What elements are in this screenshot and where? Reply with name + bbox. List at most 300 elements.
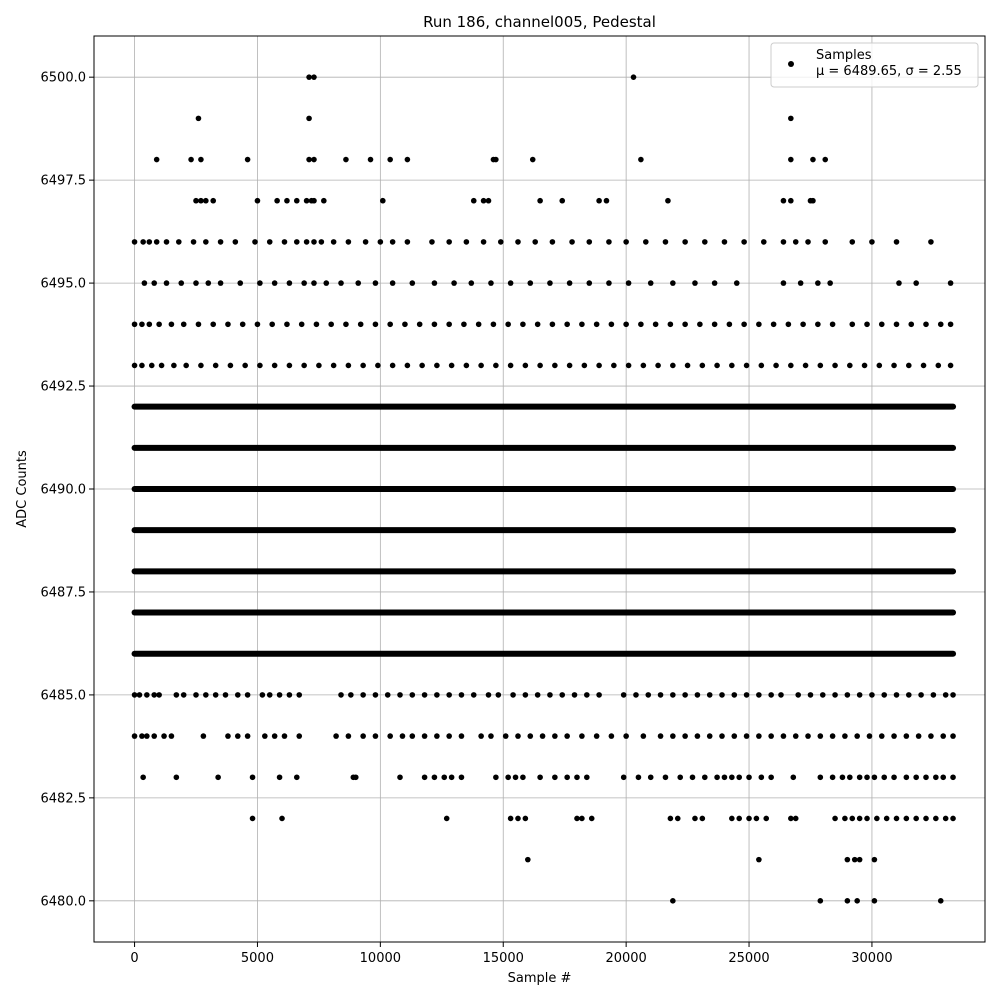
data-point xyxy=(849,239,855,245)
data-point xyxy=(304,198,310,204)
data-point xyxy=(333,733,339,739)
data-point xyxy=(756,321,762,327)
data-point xyxy=(355,280,361,286)
data-point xyxy=(178,280,184,286)
data-point xyxy=(183,363,189,369)
data-point xyxy=(719,692,725,698)
data-point xyxy=(815,321,821,327)
data-point xyxy=(638,157,644,163)
data-point xyxy=(250,816,256,822)
data-point xyxy=(567,280,573,286)
data-point xyxy=(240,321,246,327)
data-point xyxy=(193,198,199,204)
data-point xyxy=(950,733,956,739)
data-point xyxy=(338,280,344,286)
data-point xyxy=(385,692,391,698)
data-point xyxy=(559,692,565,698)
data-point xyxy=(894,816,900,822)
data-point xyxy=(515,239,521,245)
data-point xyxy=(754,816,760,822)
data-point xyxy=(626,280,632,286)
y-axis-label: ADC Counts xyxy=(15,450,30,528)
data-point xyxy=(147,321,153,327)
data-point xyxy=(685,363,691,369)
data-point xyxy=(132,363,138,369)
data-point xyxy=(245,692,251,698)
data-point xyxy=(193,692,199,698)
data-point xyxy=(579,816,585,822)
data-point xyxy=(756,733,762,739)
data-point xyxy=(306,116,312,122)
data-point xyxy=(508,363,514,369)
data-point xyxy=(459,692,465,698)
data-point xyxy=(741,239,747,245)
y-tick-label: 6490.0 xyxy=(40,482,86,498)
data-point xyxy=(931,692,937,698)
data-point xyxy=(572,692,578,698)
data-point xyxy=(594,321,600,327)
data-point xyxy=(363,239,369,245)
data-point xyxy=(849,321,855,327)
data-point xyxy=(296,692,302,698)
data-point xyxy=(373,692,379,698)
data-point xyxy=(815,280,821,286)
data-point xyxy=(422,733,428,739)
data-point xyxy=(132,239,138,245)
data-point xyxy=(638,321,644,327)
data-point xyxy=(537,363,543,369)
data-point xyxy=(196,321,202,327)
data-point xyxy=(311,74,317,80)
data-point xyxy=(422,692,428,698)
data-point xyxy=(210,321,216,327)
data-point xyxy=(446,733,452,739)
data-point xyxy=(294,774,300,780)
data-point xyxy=(164,239,170,245)
x-tick-label: 15000 xyxy=(482,951,524,966)
data-point xyxy=(643,239,649,245)
data-point xyxy=(481,239,487,245)
data-point xyxy=(714,363,720,369)
data-point xyxy=(260,692,266,698)
y-tick-label: 6480.0 xyxy=(40,894,86,910)
data-point xyxy=(444,816,450,822)
data-point xyxy=(282,733,288,739)
data-point xyxy=(203,198,209,204)
data-point xyxy=(274,198,280,204)
data-point xyxy=(535,692,541,698)
data-point xyxy=(702,239,708,245)
data-point xyxy=(331,363,337,369)
data-point xyxy=(609,321,615,327)
data-point xyxy=(449,363,455,369)
data-point xyxy=(198,198,204,204)
data-point xyxy=(771,321,777,327)
data-point xyxy=(569,239,575,245)
data-point xyxy=(781,280,787,286)
data-point xyxy=(491,321,497,327)
data-point xyxy=(854,898,860,904)
data-point xyxy=(736,774,742,780)
data-point xyxy=(950,774,956,780)
data-point xyxy=(584,774,590,780)
data-point xyxy=(722,239,728,245)
data-point xyxy=(781,733,787,739)
data-point xyxy=(328,321,334,327)
data-point xyxy=(847,363,853,369)
data-point xyxy=(788,198,794,204)
data-point xyxy=(923,774,929,780)
data-point xyxy=(257,363,263,369)
data-point xyxy=(950,692,956,698)
data-point xyxy=(579,733,585,739)
data-point xyxy=(818,898,824,904)
data-point xyxy=(818,363,824,369)
data-point xyxy=(301,280,307,286)
data-point xyxy=(788,816,794,822)
data-point xyxy=(623,321,629,327)
data-point xyxy=(311,198,317,204)
data-point xyxy=(147,239,153,245)
data-point xyxy=(449,774,455,780)
data-point xyxy=(142,280,148,286)
data-point xyxy=(471,198,477,204)
data-point xyxy=(729,774,735,780)
data-point xyxy=(550,321,556,327)
data-point xyxy=(798,280,804,286)
data-point xyxy=(658,733,664,739)
data-point xyxy=(242,363,248,369)
data-point xyxy=(508,280,514,286)
data-point xyxy=(552,774,558,780)
data-point xyxy=(559,198,565,204)
data-point xyxy=(832,816,838,822)
data-point xyxy=(284,198,290,204)
data-point xyxy=(682,692,688,698)
data-point xyxy=(508,816,514,822)
data-point xyxy=(795,692,801,698)
data-point xyxy=(149,363,155,369)
data-point xyxy=(805,239,811,245)
data-point xyxy=(132,733,138,739)
y-tick-label: 6492.5 xyxy=(40,379,86,395)
data-point xyxy=(552,363,558,369)
data-point xyxy=(503,733,509,739)
data-point xyxy=(744,363,750,369)
data-point xyxy=(921,363,927,369)
data-point xyxy=(405,363,411,369)
data-point xyxy=(731,692,737,698)
data-point xyxy=(235,692,241,698)
data-point xyxy=(237,280,243,286)
data-point xyxy=(734,280,740,286)
data-point xyxy=(478,363,484,369)
data-point xyxy=(940,733,946,739)
data-point xyxy=(950,816,956,822)
data-point xyxy=(203,692,209,698)
data-point xyxy=(255,198,261,204)
data-point xyxy=(373,321,379,327)
data-point xyxy=(193,280,199,286)
data-point xyxy=(400,733,406,739)
data-point xyxy=(700,816,706,822)
data-point xyxy=(872,898,878,904)
data-point xyxy=(869,692,875,698)
data-point xyxy=(830,321,836,327)
data-point xyxy=(594,733,600,739)
data-point xyxy=(296,733,302,739)
data-point xyxy=(763,816,769,822)
data-point xyxy=(746,816,752,822)
data-point xyxy=(788,363,794,369)
data-point xyxy=(908,321,914,327)
data-point xyxy=(301,363,307,369)
data-point xyxy=(731,733,737,739)
data-point xyxy=(668,816,674,822)
data-point xyxy=(621,692,627,698)
data-point xyxy=(820,692,826,698)
data-point xyxy=(140,774,146,780)
data-point xyxy=(441,774,447,780)
data-point xyxy=(670,280,676,286)
data-point xyxy=(665,198,671,204)
data-point xyxy=(793,816,799,822)
data-point xyxy=(695,692,701,698)
data-point xyxy=(505,774,511,780)
data-point xyxy=(906,363,912,369)
data-point xyxy=(277,692,283,698)
data-point xyxy=(169,321,175,327)
data-point xyxy=(675,816,681,822)
data-point xyxy=(378,239,384,245)
data-point xyxy=(621,774,627,780)
data-point xyxy=(884,816,890,822)
data-point xyxy=(493,363,499,369)
data-point xyxy=(429,239,435,245)
data-point xyxy=(140,239,146,245)
data-point xyxy=(287,280,293,286)
data-point xyxy=(434,733,440,739)
data-point xyxy=(933,774,939,780)
data-point xyxy=(867,733,873,739)
data-point xyxy=(360,363,366,369)
data-point xyxy=(864,774,870,780)
data-point xyxy=(279,816,285,822)
data-point xyxy=(872,857,878,863)
data-point xyxy=(343,321,349,327)
y-tick-label: 6497.5 xyxy=(40,173,86,189)
data-point xyxy=(648,280,654,286)
data-point xyxy=(830,774,836,780)
data-point xyxy=(852,857,858,863)
data-point xyxy=(210,198,216,204)
data-point xyxy=(842,733,848,739)
data-point xyxy=(722,774,728,780)
data-point xyxy=(287,363,293,369)
data-point xyxy=(700,363,706,369)
data-point xyxy=(228,363,234,369)
data-point xyxy=(818,774,824,780)
data-point xyxy=(759,363,765,369)
data-point xyxy=(154,157,160,163)
data-point xyxy=(682,239,688,245)
data-point xyxy=(948,363,954,369)
data-point xyxy=(493,157,499,163)
data-point xyxy=(648,774,654,780)
data-point xyxy=(830,733,836,739)
data-point xyxy=(857,692,863,698)
data-point xyxy=(269,321,275,327)
data-point xyxy=(434,692,440,698)
data-point xyxy=(225,321,231,327)
data-point xyxy=(198,363,204,369)
data-point xyxy=(262,733,268,739)
data-point xyxy=(857,774,863,780)
data-point xyxy=(702,774,708,780)
y-tick-label: 6500.0 xyxy=(40,70,86,86)
data-point xyxy=(151,692,157,698)
data-point xyxy=(845,898,851,904)
data-point xyxy=(380,198,386,204)
data-point xyxy=(520,774,526,780)
data-point xyxy=(235,733,241,739)
data-point xyxy=(773,363,779,369)
data-point xyxy=(314,321,320,327)
data-point xyxy=(904,816,910,822)
data-point xyxy=(493,774,499,780)
data-point xyxy=(132,321,138,327)
data-point xyxy=(707,692,713,698)
data-point xyxy=(154,239,160,245)
data-point xyxy=(663,239,669,245)
data-point xyxy=(670,898,676,904)
data-point xyxy=(373,733,379,739)
data-point xyxy=(891,733,897,739)
data-point xyxy=(641,363,647,369)
data-point xyxy=(513,774,519,780)
data-point xyxy=(574,816,580,822)
data-point xyxy=(306,157,312,163)
data-point xyxy=(299,321,305,327)
data-point xyxy=(881,774,887,780)
data-point xyxy=(323,280,329,286)
data-point xyxy=(611,363,617,369)
data-point xyxy=(874,816,880,822)
data-point xyxy=(360,733,366,739)
data-point xyxy=(564,733,570,739)
data-point xyxy=(461,321,467,327)
data-point xyxy=(904,774,910,780)
data-point xyxy=(714,774,720,780)
data-point xyxy=(311,280,317,286)
data-point xyxy=(793,733,799,739)
data-point xyxy=(267,692,273,698)
data-point xyxy=(606,280,612,286)
data-point xyxy=(201,733,207,739)
data-point xyxy=(488,280,494,286)
data-point xyxy=(348,692,354,698)
data-point xyxy=(250,774,256,780)
data-point xyxy=(156,321,162,327)
data-point xyxy=(832,692,838,698)
data-point xyxy=(387,321,393,327)
data-point xyxy=(729,816,735,822)
data-point xyxy=(552,733,558,739)
data-point xyxy=(567,363,573,369)
data-point xyxy=(151,733,157,739)
data-point xyxy=(196,116,202,122)
x-tick-label: 25000 xyxy=(728,951,770,966)
data-point xyxy=(589,816,595,822)
data-point xyxy=(849,816,855,822)
data-point xyxy=(943,692,949,698)
data-point xyxy=(188,157,194,163)
data-point xyxy=(387,733,393,739)
data-point xyxy=(768,692,774,698)
x-axis-label: Sample # xyxy=(507,971,572,986)
data-point xyxy=(692,280,698,286)
data-point xyxy=(832,363,838,369)
data-point xyxy=(360,692,366,698)
data-point xyxy=(692,816,698,822)
data-point xyxy=(397,774,403,780)
data-point xyxy=(948,280,954,286)
data-point xyxy=(913,816,919,822)
data-point xyxy=(181,692,187,698)
data-point xyxy=(277,774,283,780)
x-tick-label: 20000 xyxy=(605,951,647,966)
data-point xyxy=(459,774,465,780)
data-point xyxy=(410,692,416,698)
data-point xyxy=(525,857,531,863)
data-point xyxy=(864,816,870,822)
data-point xyxy=(358,321,364,327)
data-point xyxy=(916,733,922,739)
data-point xyxy=(294,198,300,204)
legend-label: Samples xyxy=(816,48,872,63)
data-point xyxy=(586,239,592,245)
data-point xyxy=(872,774,878,780)
data-point xyxy=(215,774,221,780)
data-point xyxy=(805,733,811,739)
data-point xyxy=(515,816,521,822)
data-point xyxy=(486,198,492,204)
data-point xyxy=(655,363,661,369)
data-point xyxy=(171,363,177,369)
data-point xyxy=(387,157,393,163)
data-point xyxy=(161,733,167,739)
y-tick-label: 6487.5 xyxy=(40,585,86,601)
data-point xyxy=(822,239,828,245)
data-point xyxy=(894,692,900,698)
data-point xyxy=(879,733,885,739)
data-point xyxy=(311,239,317,245)
y-tick-label: 6485.0 xyxy=(40,688,86,704)
data-point xyxy=(697,321,703,327)
data-point xyxy=(343,157,349,163)
data-point xyxy=(803,363,809,369)
data-point xyxy=(218,239,224,245)
data-point xyxy=(481,198,487,204)
data-point xyxy=(535,321,541,327)
data-point xyxy=(550,239,556,245)
data-point xyxy=(596,198,602,204)
data-point xyxy=(132,692,138,698)
data-point xyxy=(596,692,602,698)
data-point xyxy=(923,321,929,327)
data-point xyxy=(223,692,229,698)
data-point xyxy=(729,363,735,369)
